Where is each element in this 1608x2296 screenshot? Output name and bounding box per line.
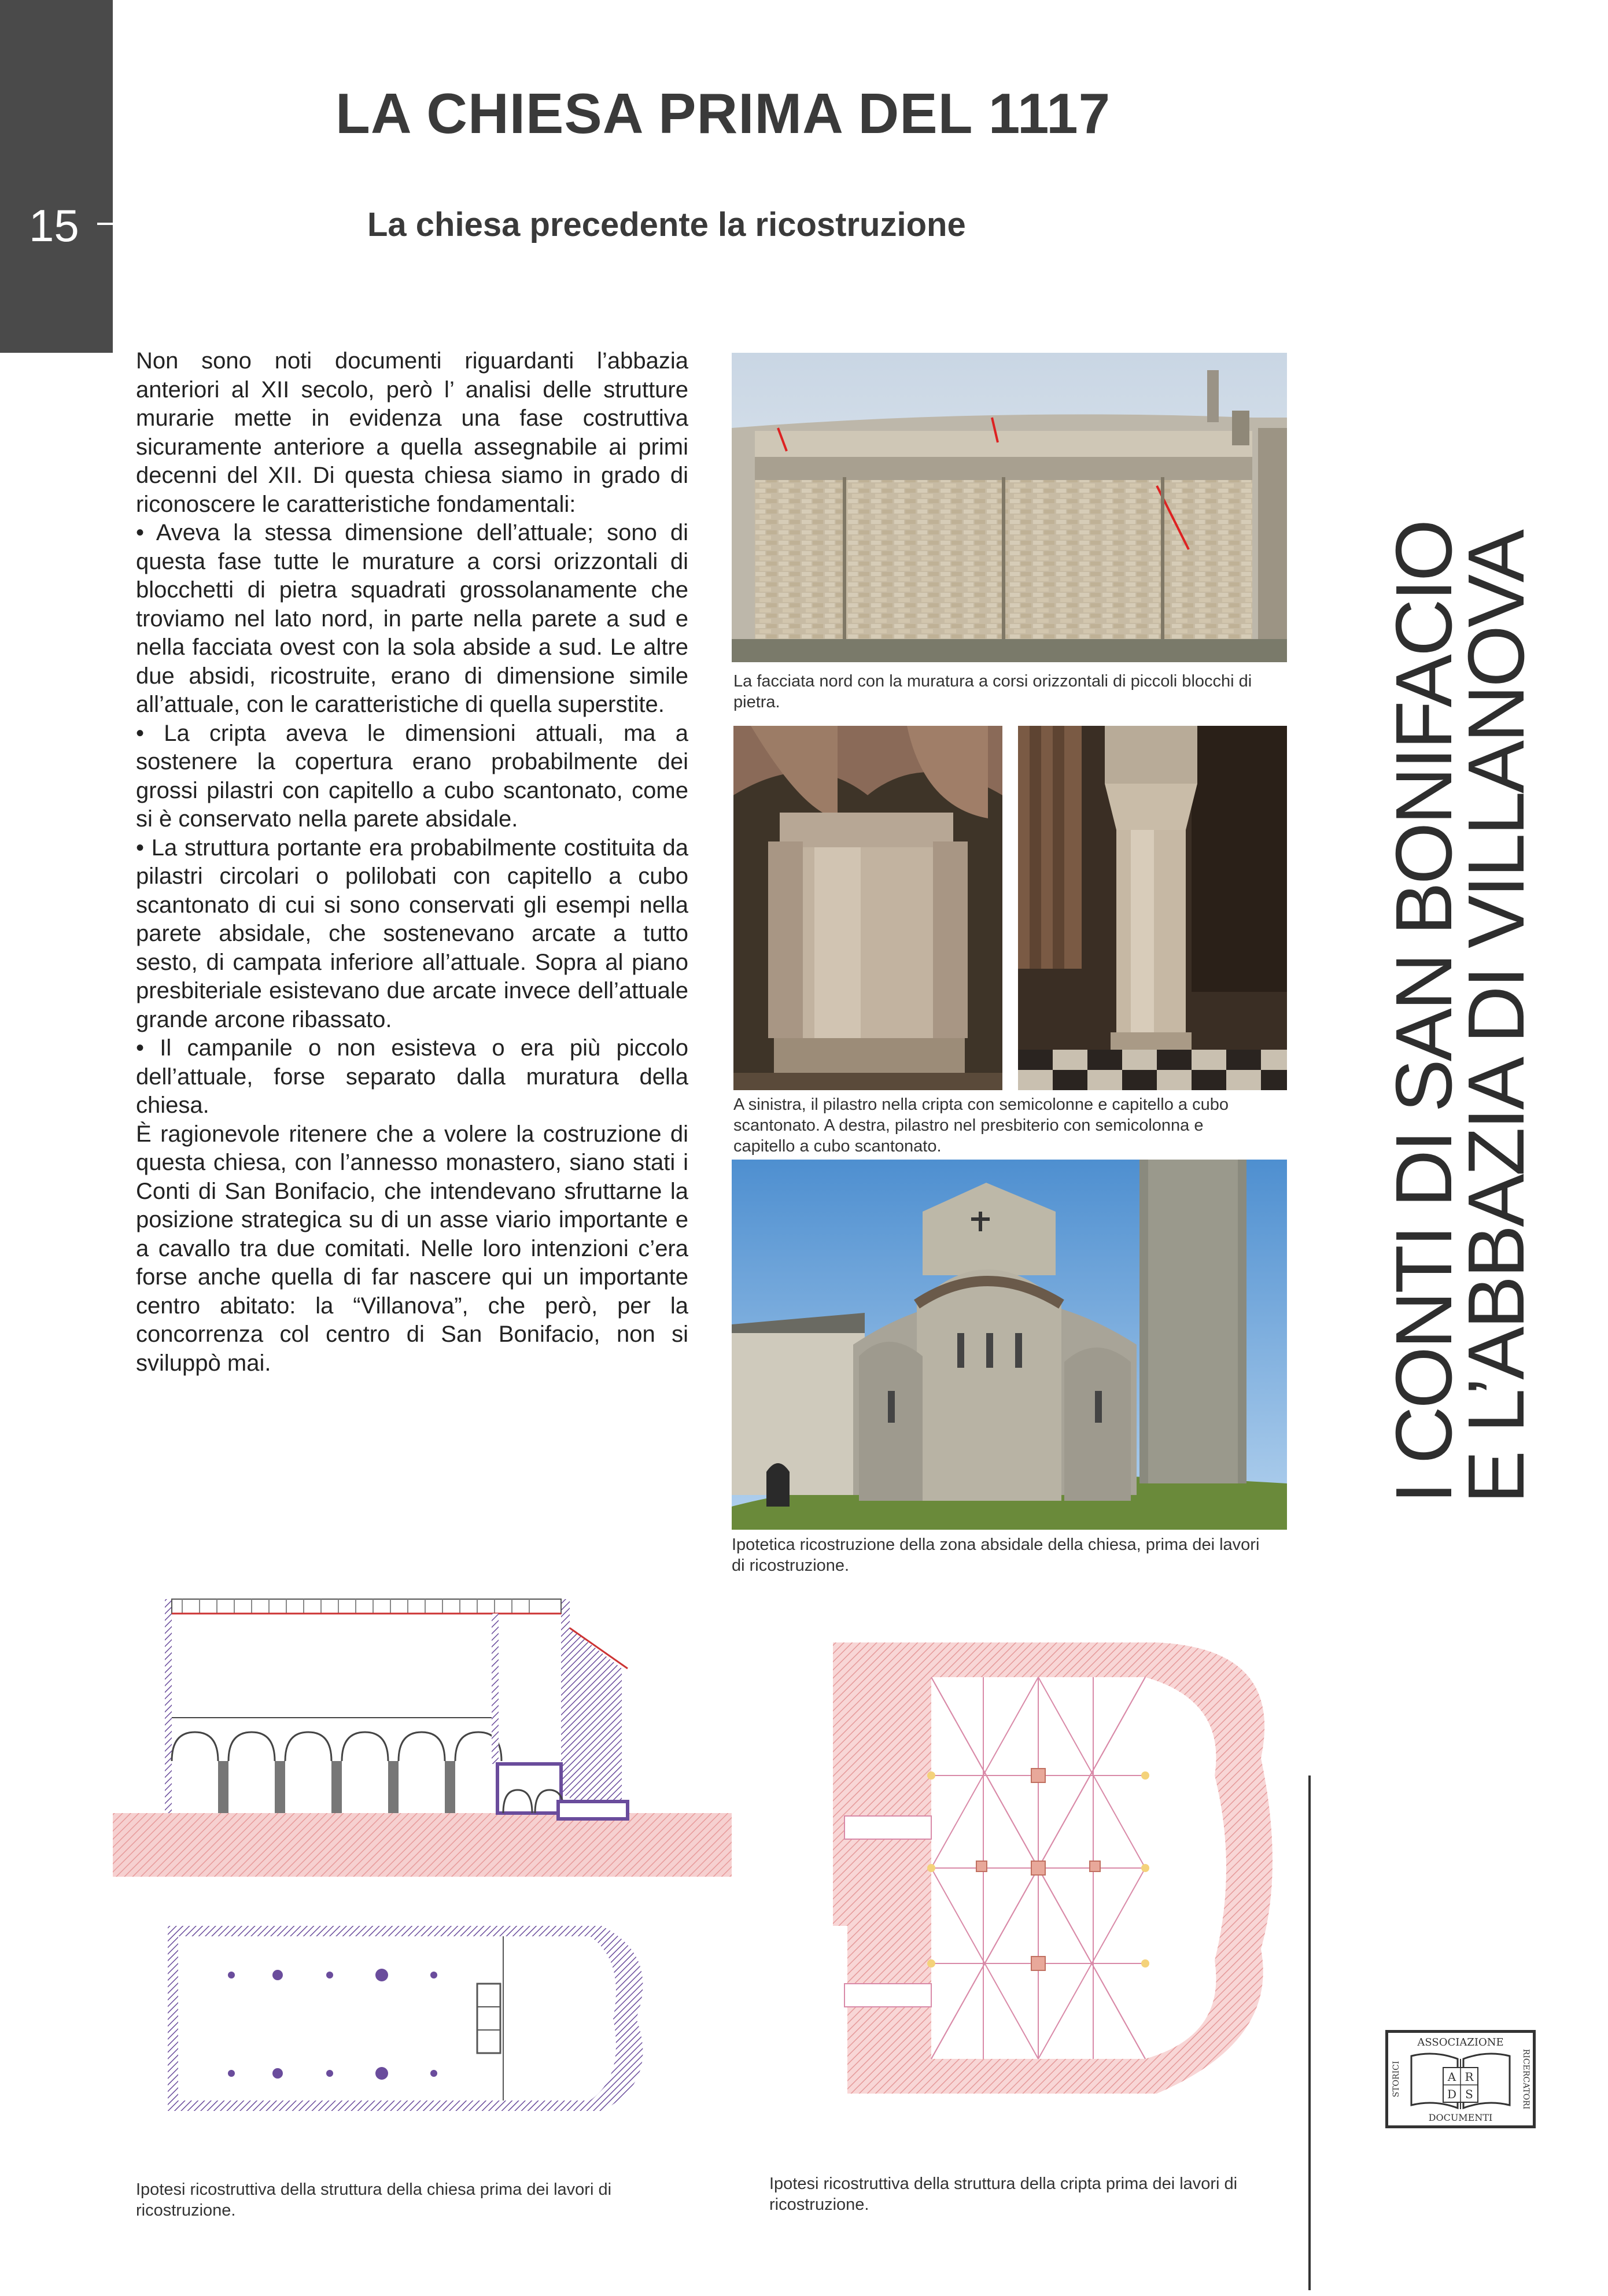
apse-caption: Ipotetica ricostruzione della zona absidale della chiesa, prima dei lavori di ricostruzione. (732, 1535, 1260, 1575)
body-paragraph: • La struttura portante era probabilmente costituita da pilastri circolari o polilobati con capitello a cubo scantonato di cui si sono conservati gli esempi nella parete absidale, che sostenevano arcate a tutto sesto, di campata inferiore all’attuale. Sopra al piano presbiteriale esistevano due arcate invece dell’attuale grande arcone ribassato. (136, 835, 688, 1032)
body-paragraph: • Il campanile o non esisteva o era più piccolo dell’attuale, forse separato dalla muratura della chiesa. (136, 1035, 688, 1118)
body-paragraph: • La cripta aveva le dimensioni attuali, ma a sostenere la copertura erano probabilmente dei grossi pilastri con capitello a cubo scantonato, come si è conservato nella parete absidale. (136, 720, 688, 832)
crypt-plan-caption: Ipotesi ricostruttiva della struttura della cripta prima dei lavori di ricostruzione. (769, 2175, 1238, 2214)
church-section-drawing (113, 1593, 732, 1882)
logo-right-text: RICERCATORI (1521, 2048, 1530, 2110)
north-wall-caption: La facciata nord con la muratura a corsi orizzontali di piccoli blocchi di pietra. (733, 672, 1252, 711)
body-paragraph: • Aveva la stessa dimensione dell’attuale; sono di questa fase tutte le murature a corsi orizzontali di blocchetti di pietra squadrati grossolanamente che troviamo nel lato nord, in parte nella parete a sud e nella facciata ovest con la sola abside a sud. Le altre due absidi, ricostruite, erano di dimensione simile all’attuale, con le caratteristiche di quella superstite. (136, 520, 688, 717)
church-plan-drawing (162, 1920, 659, 2117)
vertical-title-line1: I CONTI DI SAN BONIFACIO (1380, 521, 1469, 1504)
vertical-title-line2: E L’ABBAZIA DI VILLANOVA (1452, 531, 1541, 1504)
apse-reconstruction-photo (732, 1160, 1287, 1530)
body-paragraph: Non sono noti documenti riguardanti l’abbazia anteriori al XII secolo, però l’ analisi delle strutture murarie mette in evidenza una fase costruttiva sicuramente anteriore a quella assegnabile ai primi decenni del XII. Di questa chiesa siamo in grado di riconoscere le caratteristiche fondamentali: (136, 348, 688, 517)
logo-top-text: ASSOCIAZIONE (1417, 2036, 1504, 2048)
logo-bottom-text: DOCUMENTI (1428, 2112, 1493, 2123)
association-logo (1385, 2030, 1536, 2128)
pillars-caption: A sinistra, il pilastro nella cripta con semicolonne e capitello a cubo scantonato. A destra, pilastro nel presbiterio con semicolonna e capitello a cubo scantonato. (733, 1095, 1229, 1156)
side-tab (0, 0, 113, 353)
page-number: 15 (29, 200, 79, 251)
crypt-plan-drawing (833, 1637, 1284, 2099)
page-subtitle: La chiesa precedente la ricostruzione (367, 206, 966, 243)
presbytery-pillar-photo (1018, 726, 1287, 1090)
crypt-pillar-photo (733, 726, 1002, 1090)
body-text (136, 347, 688, 1378)
page-title: LA CHIESA PRIMA DEL 1117 (335, 82, 1111, 145)
vertical-divider (1308, 1775, 1311, 2290)
north-wall-photo (732, 353, 1287, 662)
logo-letter-r: R (1465, 2070, 1474, 2084)
logo-letter-s: S (1465, 2087, 1473, 2101)
logo-letter-d: D (1447, 2087, 1457, 2101)
logo-left-text: STORICI (1392, 2061, 1401, 2098)
body-paragraph: È ragionevole ritenere che a volere la costruzione di questa chiesa, con l’annesso monastero, siano stati i Conti di San Bonifacio, che intendevano sfruttarne la posizione strategica su di un asse viario importante e a cavallo tra due comitati. Nelle loro intenzioni c’era forse anche quella di far nascere qui un importante centro abitato: la “Villanova”, che però, per la concorrenza col centro di San Bonifacio, non si sviluppò mai. (136, 1121, 688, 1376)
church-plan-caption: Ipotesi ricostruttiva della struttura della chiesa prima dei lavori di ricostruzione. (136, 2180, 612, 2220)
logo-letter-a: A (1447, 2070, 1456, 2084)
page-number-dash (97, 223, 115, 225)
vertical-series-title (1380, 521, 1541, 1504)
